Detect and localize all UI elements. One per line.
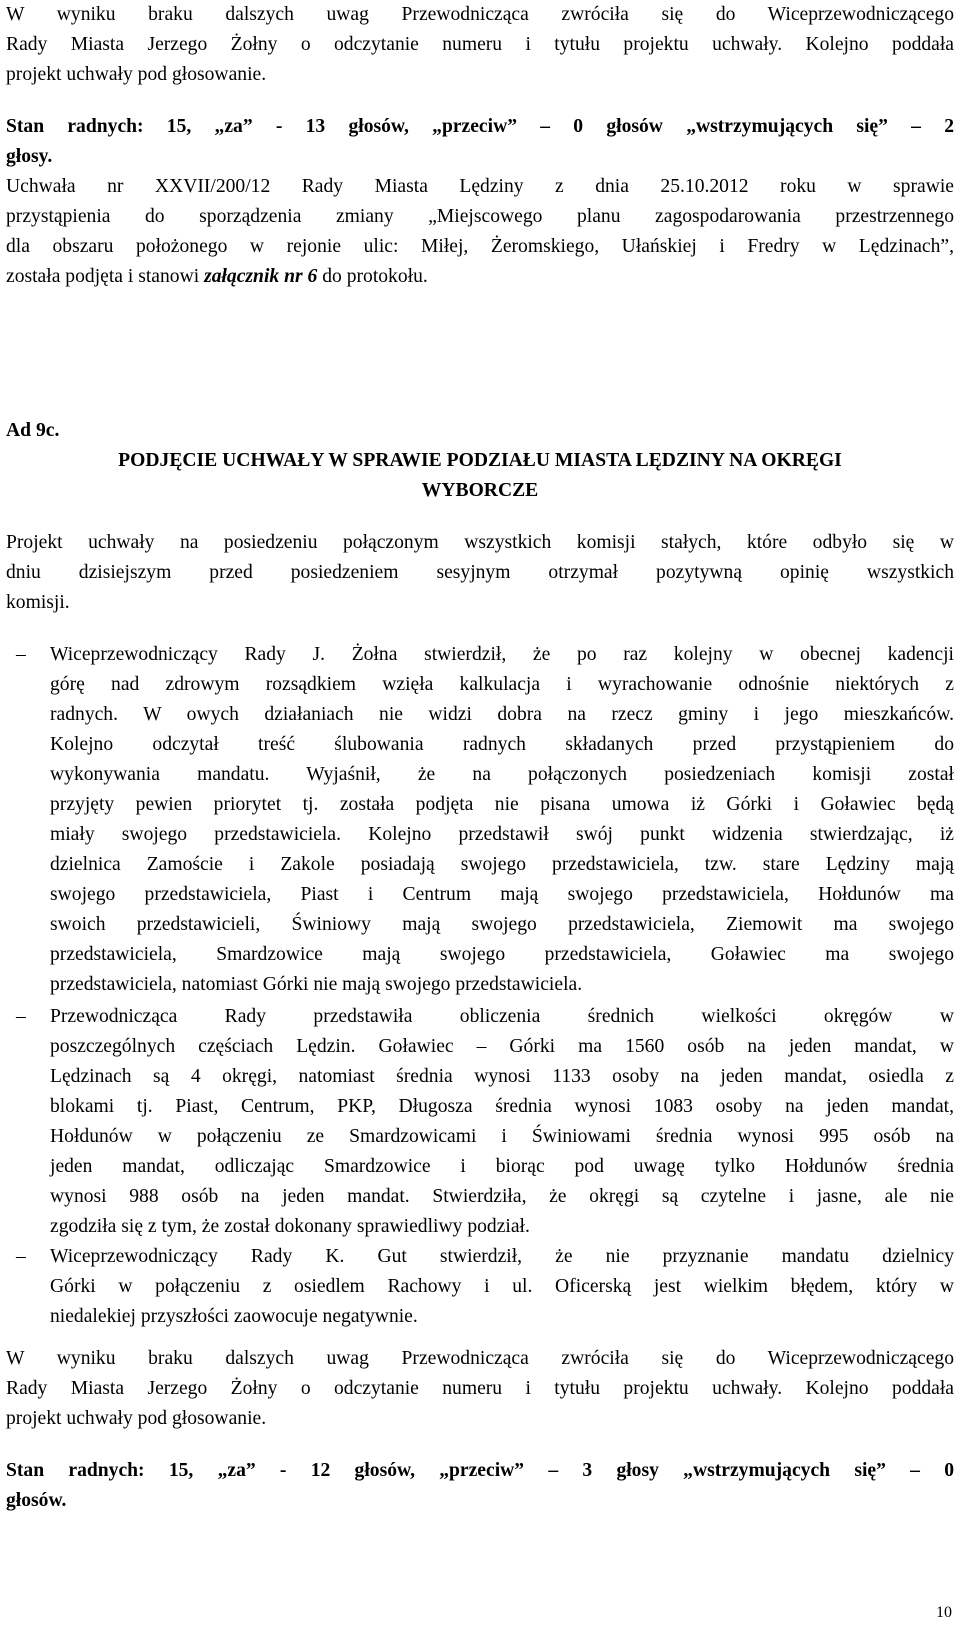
resolution-text: została podjęta i stanowi [6, 266, 205, 287]
bullet-text-line: wynosi 988 osób na jeden mandat. Stwierdziła, że okręgi są czytelne i jasne, ale nie [50, 1186, 954, 1207]
bullet-text-line: swoich przedstawicieli, Świniowy mają swojego przedstawiciela, Ziemowit ma swojego [50, 914, 954, 935]
paragraph-line: projekt uchwały pod głosowanie. [6, 64, 267, 85]
vote-result-line: Stan radnych: 15, „za” - 13 głosów, „przeciw” – 0 głosów „wstrzymujących się” – 2 [6, 116, 954, 137]
bullet-text-line: wykonywania mandatu. Wyjaśnił, że na połączonych posiedzeniach komisji został [50, 764, 954, 785]
bullet-text-line: jeden mandat, odliczając Smardzowice i biorąc pod uwagę tylko Hołdunów średnia [50, 1156, 954, 1177]
section-title: PODJĘCIE UCHWAŁY W SPRAWIE PODZIAŁU MIASTA LĘDZINY NA OKRĘGI [118, 450, 842, 471]
resolution-line [6, 264, 954, 290]
resolution-text: do protokołu. [317, 266, 428, 287]
bullet-text-line: Przewodnicząca Rady przedstawiła obliczenia średnich wielkości okręgów w [50, 1006, 954, 1027]
resolution-line: Uchwała nr XXVII/200/12 Rady Miasta Lędziny z dnia 25.10.2012 roku w sprawie [6, 176, 954, 197]
bullet-text-line: górę nad zdrowym rozsądkiem wzięła kalkulacja i wyrachowanie odnośnie niektórych z [50, 674, 954, 695]
paragraph-line: komisji. [6, 592, 70, 613]
bullet-text-line: niedalekiej przyszłości zaowocuje negatywnie. [50, 1306, 418, 1327]
dash-bullet: – [16, 1006, 26, 1027]
vote-result-line: głosy. [6, 146, 53, 167]
resolution-line: dla obszaru położonego w rejonie ulic: Miłej, Żeromskiego, Ułańskiej i Fredry w Lędzinach”, [6, 236, 954, 257]
bullet-text-line: blokami tj. Piast, Centrum, PKP, Długosza średnia wynosi 1083 osoby na jeden mandat, [50, 1096, 954, 1117]
page-number: 10 [936, 1604, 952, 1621]
bullet-text-line: przedstawiciela, natomiast Górki nie mają swojego przedstawiciela. [50, 974, 583, 995]
bullet-text-line: Lędzinach są 4 okręgi, natomiast średnia wynosi 1133 osoby na jeden mandat, osiedla z [50, 1066, 954, 1087]
vote-result-line: głosów. [6, 1490, 67, 1511]
bullet-text-line: dzielnica Zamoście i Zakole posiadają swojego przedstawiciela, tzw. stare Lędziny mają [50, 854, 954, 875]
attachment-reference: załącznik nr 6 [204, 266, 318, 287]
paragraph-line: Rady Miasta Jerzego Żołny o odczytanie numeru i tytułu projektu uchwały. Kolejno poddała [6, 34, 954, 55]
bullet-text-line: swojego przedstawiciela, Piast i Centrum mają swojego przedstawiciela, Hołdunów ma [50, 884, 954, 905]
bullet-text-line: przyjęty pewien priorytet tj. została podjęta nie pisana umowa iż Górki i Goławiec będą [50, 794, 954, 815]
paragraph-line: projekt uchwały pod głosowanie. [6, 1408, 267, 1429]
bullet-text-line: poszczególnych częściach Lędzin. Goławiec – Górki ma 1560 osób na jeden mandat, w [50, 1036, 954, 1057]
bullet-text-line: zgodziła się z tym, że został dokonany sprawiedliwy podział. [50, 1216, 530, 1237]
paragraph-line: Projekt uchwały na posiedzeniu połączonym wszystkich komisji stałych, które odbyło się w [6, 532, 954, 553]
bullet-text-line: przedstawiciela, Smardzowice mają swojego przedstawiciela, Goławiec ma swojego [50, 944, 954, 965]
bullet-text-line: Kolejno odczytał treść ślubowania radnych składanych przed przystąpieniem do [50, 734, 954, 755]
bullet-text-line: Hołdunów w połączeniu ze Smardzowicami i Świniowami średnia wynosi 995 osób na [50, 1126, 954, 1147]
paragraph-line: W wyniku braku dalszych uwag Przewodnicząca zwróciła się do Wiceprzewodniczącego [6, 4, 954, 25]
dash-bullet: – [16, 644, 26, 665]
bullet-text-line: Wiceprzewodniczący Rady J. Żołna stwierdził, że po raz kolejny w obecnej kadencji [50, 644, 954, 665]
resolution-line: przystąpienia do sporządzenia zmiany „Miejscowego planu zagospodarowania przestrzennego [6, 206, 954, 227]
paragraph-line: dniu dzisiejszym przed posiedzeniem sesyjnym otrzymał pozytywną opinię wszystkich [6, 562, 954, 583]
bullet-text-line: Górki w połączeniu z osiedlem Rachowy i ul. Oficerską jest wielkim błędem, który w [50, 1276, 954, 1297]
vote-result-line: Stan radnych: 15, „za” - 12 głosów, „przeciw” – 3 głosy „wstrzymujących się” – 0 [6, 1460, 954, 1481]
bullet-text-line: miały swojego przedstawiciela. Kolejno przedstawił swój punkt widzenia stwierdzając, iż [50, 824, 954, 845]
bullet-text-line: radnych. W owych działaniach nie widzi dobra na rzecz gminy i jego mieszkańców. [50, 704, 954, 725]
bullet-text-line: Wiceprzewodniczący Rady K. Gut stwierdził, że nie przyznanie mandatu dzielnicy [50, 1246, 954, 1267]
paragraph-line: W wyniku braku dalszych uwag Przewodnicząca zwróciła się do Wiceprzewodniczącego [6, 1348, 954, 1369]
agenda-item-number: Ad 9c. [6, 420, 60, 441]
dash-bullet: – [16, 1246, 26, 1267]
paragraph-line: Rady Miasta Jerzego Żołny o odczytanie numeru i tytułu projektu uchwały. Kolejno poddała [6, 1378, 954, 1399]
section-title: WYBORCZE [421, 480, 539, 501]
